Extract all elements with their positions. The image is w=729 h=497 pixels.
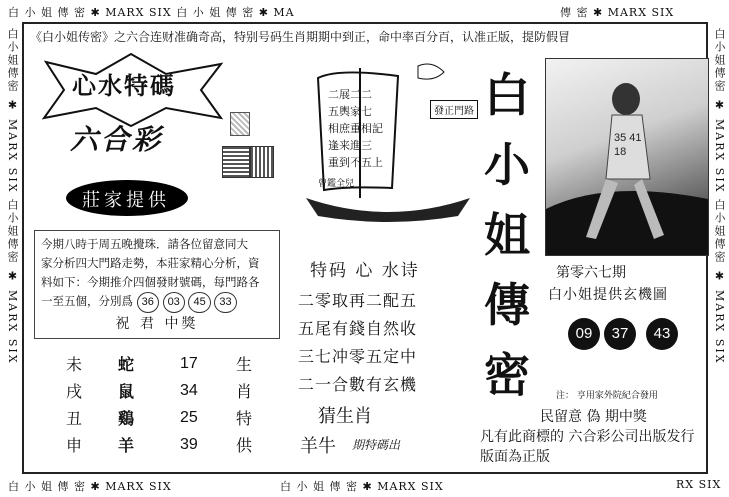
sail-line: 相庶重相記 — [328, 122, 383, 135]
lottery-ball: 43 — [646, 318, 678, 350]
border-bottom-mid: 白 小 姐 傳 密 ✱ MARX SIX — [280, 480, 444, 493]
sail-line: 五輿家七 — [328, 105, 372, 118]
stamp-icon-2 — [250, 146, 274, 178]
poem-title: 特码 心 水诗 — [310, 261, 420, 281]
border-top-right: 傳 密 ✱ MARX SIX — [560, 6, 675, 19]
zodiac-number: 25 — [180, 408, 198, 426]
zodiac-animal: 蛇 — [118, 355, 135, 374]
issue-label: 第零六七期 — [556, 265, 626, 281]
sail-line: 二展二二 — [328, 88, 372, 101]
stamp-icon-1 — [222, 146, 250, 178]
border-top-left: 白 小 姐 傳 密 ✱ MARX SIX 白 小 姐 傳 密 ✱ MA — [8, 6, 295, 19]
intro-line-2: 家分析四大門路走勢，本莊家精心分析，資 — [41, 256, 260, 270]
footer-line-3: 版面為正版 — [480, 449, 550, 465]
intro-number: 45 — [188, 292, 210, 313]
zodiac-animal: 鷄 — [118, 409, 135, 428]
border-right-vertical: 白小姐傳密 ✱ MARX SIX 白小姐傳密 ✱ MARX SIX — [713, 28, 726, 365]
zodiac-branch: 丑 — [66, 409, 83, 428]
sail-line: 重到不五上 — [328, 156, 383, 169]
footer-note: 注： 亨用家外院紀合發用 — [556, 391, 658, 401]
provider-label: 莊家提供 — [82, 190, 170, 211]
zodiac-note: 生 — [236, 355, 253, 374]
ship-illustration — [288, 58, 488, 228]
border-bottom-left: 白 小 姐 傳 密 ✱ MARX SIX — [8, 480, 172, 493]
table-row — [66, 404, 252, 431]
zodiac-animal: 鼠 — [118, 382, 135, 401]
header-banner: 《白小姐传密》之六合连财准确奇高，特别号码生肖期期中到正，命中率百分百，认准正版，提防假冒 — [30, 30, 571, 44]
zodiac-note: 肖 — [236, 382, 253, 401]
sail-line: 逢来進三 — [328, 139, 372, 152]
brand-char: 小 — [484, 138, 530, 192]
intro-number: 33 — [214, 292, 236, 313]
poem-line: 二一合數有玄機 — [298, 375, 418, 394]
zodiac-animal: 羊 — [118, 436, 135, 455]
zodiac-branch: 戌 — [66, 382, 83, 401]
poem-guess: 猜生肖 — [318, 406, 372, 427]
intro-line-3: 料如下：今期推介四個發財號碼，每門路各 — [41, 275, 260, 289]
intro-box — [34, 230, 280, 339]
table-row — [66, 350, 252, 377]
brand-char: 姐 — [484, 208, 530, 262]
poem-answer-note: 期特碼出 — [352, 438, 401, 452]
intro-wish: 祝 君 中獎 — [115, 316, 199, 332]
lottery-ball: 37 — [604, 318, 636, 350]
intro-number: 36 — [137, 292, 159, 313]
lottery-title: 六合彩 — [70, 123, 164, 156]
ship-stamp: 發正門路 — [430, 100, 478, 119]
intro-line-4 — [41, 292, 273, 313]
brand-char: 密 — [484, 348, 530, 402]
zodiac-note: 供 — [236, 436, 253, 455]
ship-caption: 曾鑑全兒 — [318, 179, 355, 189]
brand-char: 傳 — [484, 278, 530, 332]
footer-line-1: 民留意 偽 期中獎 — [540, 409, 647, 425]
poem-line: 三七冲零五定中 — [298, 347, 418, 366]
zodiac-branch: 申 — [66, 436, 83, 455]
thumbnail-icon — [230, 112, 250, 136]
photo-overlay-numbers: 35 41 18 — [614, 132, 642, 158]
intro-prefix: 一至五個，分別爲 — [41, 294, 133, 308]
poem-answer: 羊牛 — [300, 436, 336, 457]
zodiac-note: 特 — [236, 409, 253, 428]
star-title: 心水特碼 — [72, 71, 176, 100]
zodiac-number: 39 — [180, 435, 198, 453]
border-bottom-right: RX SIX — [676, 478, 722, 491]
poem-line: 五尾有錢自然收 — [298, 319, 418, 338]
brand-char: 白 — [484, 68, 530, 122]
intro-number: 03 — [163, 292, 185, 313]
zodiac-number: 34 — [180, 381, 198, 399]
zodiac-branch: 未 — [66, 355, 83, 374]
photo-panel — [545, 58, 709, 256]
footer-line-2: 凡有此商標的 六合彩公司出版发行 — [480, 429, 695, 445]
zodiac-number: 17 — [180, 354, 198, 372]
table-row — [66, 431, 252, 458]
table-row — [66, 377, 252, 404]
ship-sail-text — [328, 86, 383, 171]
provided-by-label: 白小姐提供玄機圖 — [548, 287, 668, 303]
intro-line-1: 今期八時于周五晚攪珠．請各位留意同大 — [41, 237, 248, 251]
border-left-vertical: 白小姐傳密 ✱ MARX SIX 白小姐傳密 ✱ MARX SIX — [6, 28, 19, 365]
brand-vertical — [476, 60, 538, 410]
lottery-ball: 09 — [568, 318, 600, 350]
zodiac-table — [66, 350, 252, 458]
poem-line: 二零取再二配五 — [298, 291, 418, 310]
